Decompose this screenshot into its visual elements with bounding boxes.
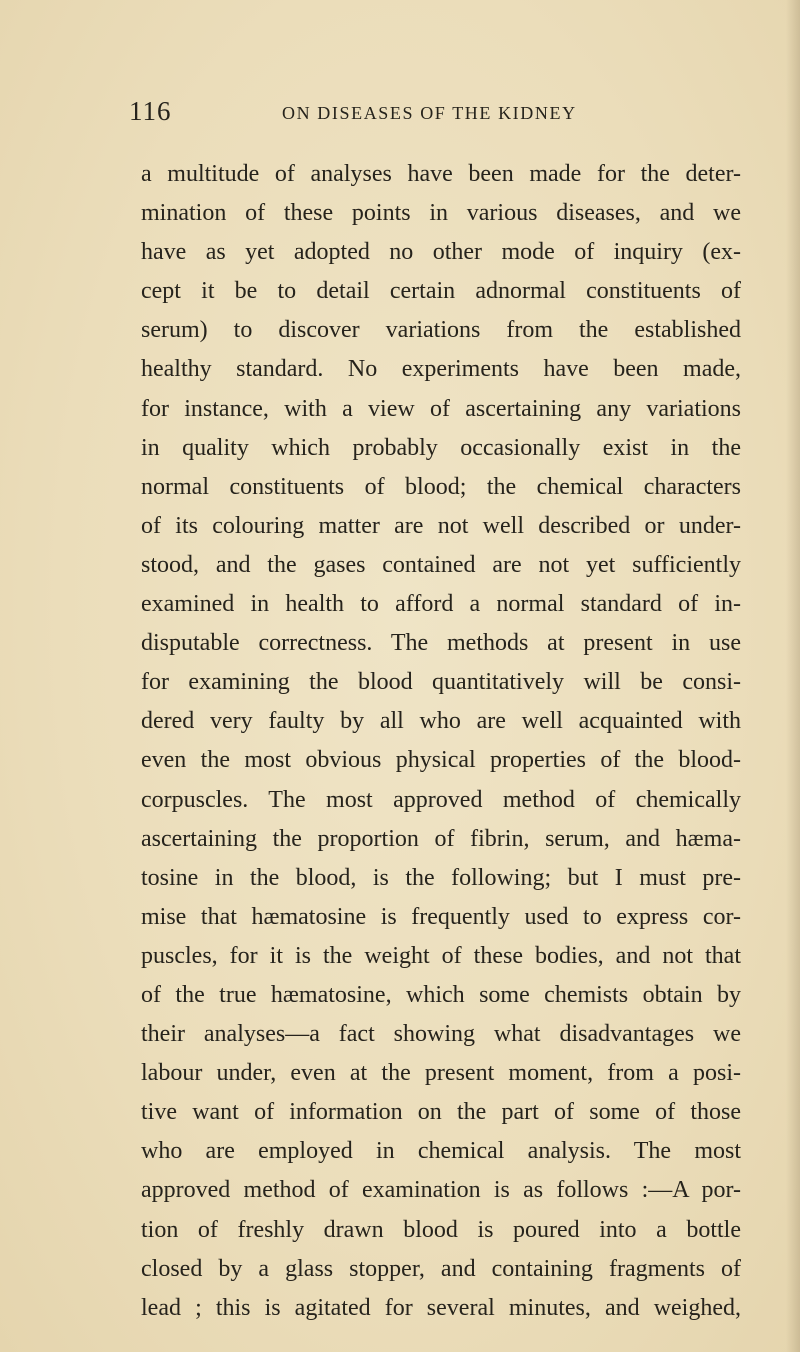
text-line: for instance, with a view of ascertaining any variations [141, 395, 741, 422]
text-line: ascertaining the proportion of fibrin, serum, and hæma- [141, 825, 741, 852]
text-line: healthy standard. No experiments have been made, [141, 356, 741, 383]
page-number: 116 [129, 96, 172, 126]
text-line: stood, and the gases contained are not yet sufficiently [141, 551, 741, 578]
text-line: even the most obvious physical properties of the blood- [141, 747, 741, 774]
running-title: ON DISEASES OF THE KIDNEY [282, 103, 577, 123]
text-line: tion of freshly drawn blood is poured into a bottle [141, 1216, 741, 1243]
text-line: a multitude of analyses have been made for the deter- [141, 161, 741, 187]
text-line: dered very faulty by all who are well acquainted with [141, 708, 741, 735]
text-line: serum) to discover variations from the established [141, 317, 741, 344]
text-line: tive want of information on the part of some of those [141, 1099, 741, 1126]
text-line: tosine in the blood, is the following; but I must pre- [141, 864, 741, 891]
text-line: examined in health to afford a normal standard of in- [141, 591, 741, 618]
page-edge-shadow [786, 0, 800, 1352]
text-line: of the true hæmatosine, which some chemists obtain by [141, 981, 741, 1008]
text-line: mise that hæmatosine is frequently used to express cor- [141, 903, 741, 930]
text-line: who are employed in chemical analysis. The most [141, 1138, 741, 1165]
text-line: normal constituents of blood; the chemical characters [141, 473, 741, 500]
text-line: of its colouring matter are not well described or under- [141, 512, 741, 539]
text-line: corpuscles. The most approved method of chemically [141, 786, 741, 813]
text-line: disputable correctness. The methods at present in use [141, 630, 741, 657]
text-line: for examining the blood quantitatively will be consi- [141, 669, 741, 696]
body-text [141, 155, 741, 1328]
text-line: lead ; this is agitated for several minutes, and weighed, [141, 1294, 741, 1321]
text-line: puscles, for it is the weight of these bodies, and not that [141, 942, 741, 969]
text-line: cept it be to detail certain adnormal constituents of [141, 278, 741, 305]
text-line: their analyses—a fact showing what disadvantages we [141, 1021, 741, 1048]
running-head [129, 96, 739, 136]
text-line: have as yet adopted no other mode of inquiry (ex- [141, 239, 741, 266]
text-line: mination of these points in various diseases, and we [141, 200, 741, 227]
text-line: closed by a glass stopper, and containing fragments of [141, 1255, 741, 1282]
text-line: labour under, even at the present moment, from a posi- [141, 1060, 741, 1087]
text-line: approved method of examination is as follows :—A por- [141, 1177, 741, 1204]
text-line: in quality which probably occasionally exist in the [141, 434, 741, 461]
